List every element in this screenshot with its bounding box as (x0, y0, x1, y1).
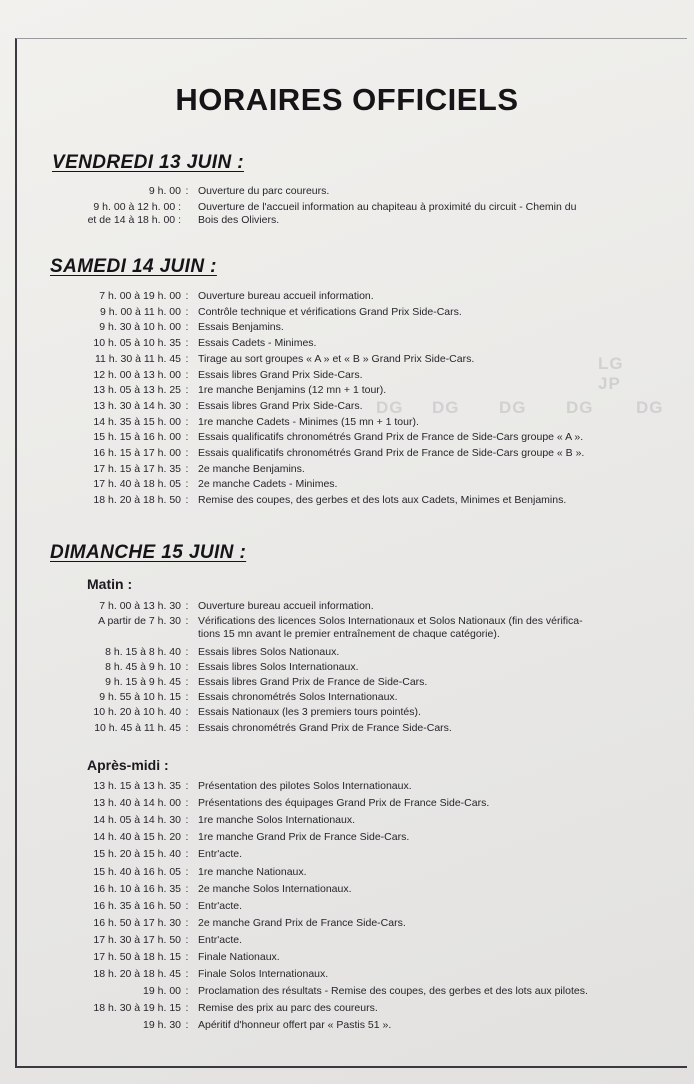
separator-colon: : (185, 615, 189, 628)
separator-colon: : (185, 797, 189, 810)
schedule-row (46, 676, 686, 690)
schedule-row (46, 416, 686, 430)
separator-colon: : (185, 1019, 189, 1032)
schedule-row (46, 600, 686, 614)
schedule-description: Tirage au sort groupes « A » et « B » Grand Prix Side-Cars. (198, 352, 475, 365)
separator-colon: : (185, 721, 189, 734)
schedule-row (46, 1002, 686, 1016)
schedule-time: 10 h. 20 à 10 h. 40 (93, 706, 181, 719)
schedule-row (46, 478, 686, 492)
separator-colon: : (185, 447, 189, 459)
watermark-text: DG (636, 398, 664, 417)
schedule-description: Ouverture bureau accueil information. (198, 290, 374, 302)
separator-colon: : (185, 478, 189, 491)
watermark-text: DG (376, 398, 404, 417)
schedule-time: 16 h. 50 à 17 h. 30 (93, 916, 181, 929)
schedule-time: 14 h. 40 à 15 h. 20 (93, 831, 181, 844)
schedule-row (46, 900, 686, 914)
schedule-description: 2e manche Benjamins. (198, 462, 305, 475)
schedule-description: Contrôle technique et vérifications Grand Prix Side-Cars. (198, 305, 462, 318)
separator-colon: : (185, 933, 189, 946)
separator-colon: : (185, 660, 189, 673)
schedule-time: 17 h. 50 à 18 h. 15 (93, 951, 181, 963)
schedule-time: 9 h. 55 à 10 h. 15 (99, 691, 181, 704)
schedule-row (46, 866, 686, 880)
schedule-time: 16 h. 10 à 16 h. 35 (93, 882, 181, 895)
schedule-description: Essais Cadets - Minimes. (198, 337, 317, 350)
schedule-description: Vérifications des licences Solos Internationaux et Solos Nationaux (fin des vérifica- tions 15 mn avant le premier entraînement de chaque catégorie). (198, 615, 583, 641)
schedule-time: 13 h. 15 à 13 h. 35 (93, 780, 181, 792)
schedule-description: Ouverture du parc coureurs. (198, 185, 330, 197)
schedule-row (46, 646, 686, 660)
schedule-description: Remise des coupes, des gerbes et des lots aux Cadets, Minimes et Benjamins. (198, 494, 567, 507)
schedule-time: 13 h. 30 à 14 h. 30 (93, 399, 181, 412)
schedule-time: 18 h. 30 à 19 h. 15 (93, 1002, 181, 1015)
schedule-row (46, 951, 686, 965)
schedule-description: Apéritif d'honneur offert par « Pastis 51 ». (198, 1019, 392, 1032)
schedule-row (46, 1019, 686, 1033)
schedule-description: 2e manche Solos Internationaux. (198, 882, 352, 895)
schedule-description: 2e manche Cadets - Minimes. (198, 478, 338, 491)
schedule-time: 9 h. 15 à 9 h. 45 (105, 676, 181, 688)
schedule-time: 10 h. 45 à 11 h. 45 (94, 721, 181, 734)
schedule-row (46, 615, 686, 642)
schedule-row (46, 353, 686, 367)
schedule-row (46, 431, 686, 445)
schedule-description: Essais libres Grand Prix Side-Cars. (198, 399, 363, 412)
schedule-row (46, 780, 686, 794)
separator-colon: : (185, 985, 189, 998)
page-title: HORAIRES OFFICIELS (175, 82, 519, 117)
schedule-description: Essais libres Grand Prix de France de Side-Cars. (198, 676, 428, 688)
schedule-row (46, 848, 686, 862)
schedule-row (46, 463, 686, 477)
schedule-row (46, 968, 686, 982)
schedule-description: Essais Nationaux (les 3 premiers tours pointés). (198, 706, 421, 719)
watermark-text: DG (499, 398, 527, 417)
schedule-time: 15 h. 15 à 16 h. 00 (93, 431, 181, 444)
schedule-description: Entr'acte. (198, 899, 243, 912)
schedule-row (46, 185, 686, 199)
separator-colon: : (185, 848, 189, 861)
schedule-description: Finale Nationaux. (198, 951, 280, 963)
schedule-time: 9 h. 30 à 10 h. 00 (99, 321, 181, 334)
schedule-description: Entr'acte. (198, 848, 243, 861)
separator-colon: : (185, 399, 189, 412)
separator-colon: : (185, 600, 189, 612)
separator-colon: : (185, 415, 189, 428)
schedule-description: 1re manche Solos Internationaux. (198, 814, 356, 827)
separator-colon: : (185, 780, 189, 792)
schedule-row (46, 706, 686, 720)
schedule-time: 10 h. 05 à 10 h. 35 (93, 337, 181, 350)
separator-colon: : (185, 882, 189, 895)
schedule-description: Essais libres Solos Nationaux. (198, 645, 340, 658)
watermark-text: DG (566, 398, 594, 417)
schedule-time: 19 h. 00 (143, 985, 181, 998)
section-heading-morning: Matin : (87, 576, 133, 592)
separator-colon: : (185, 352, 189, 365)
schedule-time: 7 h. 00 à 19 h. 00 (99, 290, 181, 302)
schedule-time: 15 h. 40 à 16 h. 05 (93, 865, 181, 878)
schedule-time: 16 h. 15 à 17 h. 00 (93, 447, 181, 459)
separator-colon: : (185, 384, 189, 397)
separator-colon: : (185, 645, 189, 658)
schedule-description: Finale Solos Internationaux. (198, 968, 329, 981)
watermark-text: DG (432, 398, 460, 417)
schedule-row (46, 934, 686, 948)
schedule-description: Présentation des pilotes Solos Internationaux. (198, 780, 412, 792)
schedule-description: Ouverture bureau accueil information. (198, 600, 374, 612)
schedule-row (46, 691, 686, 705)
separator-colon: : (185, 968, 189, 981)
separator-colon: : (185, 321, 189, 334)
schedule-row (46, 369, 686, 383)
separator-colon: : (185, 831, 189, 844)
separator-colon: : (185, 462, 189, 475)
separator-colon: : (185, 185, 189, 197)
schedule-row (46, 384, 686, 398)
separator-colon: : (185, 368, 189, 381)
schedule-time: 17 h. 15 à 17 h. 35 (93, 462, 181, 475)
schedule-description: Essais libres Solos Internationaux. (198, 660, 359, 673)
schedule-time: 13 h. 40 à 14 h. 00 (93, 797, 181, 810)
schedule-row (46, 290, 686, 304)
separator-colon: : (185, 1002, 189, 1015)
schedule-row (46, 831, 686, 845)
schedule-description: Essais Benjamins. (198, 321, 284, 334)
schedule-time: 18 h. 20 à 18 h. 50 (93, 494, 181, 507)
schedule-row (46, 447, 686, 461)
separator-colon: : (185, 951, 189, 963)
day-heading-saturday: SAMEDI 14 JUIN : (50, 256, 217, 277)
schedule-time: 18 h. 20 à 18 h. 45 (93, 968, 181, 981)
separator-colon: : (185, 899, 189, 912)
schedule-row (46, 321, 686, 335)
watermark-text: LG (598, 354, 624, 373)
separator-colon: : (185, 706, 189, 719)
schedule-time: 19 h. 30 (143, 1019, 181, 1032)
schedule-description: 1re manche Cadets - Minimes (15 mn + 1 tour). (198, 415, 419, 428)
schedule-time: 17 h. 30 à 17 h. 50 (93, 933, 181, 946)
schedule-time: 7 h. 00 à 13 h. 30 (99, 600, 181, 612)
schedule-row (46, 201, 686, 228)
schedule-description: Essais qualificatifs chronométrés Grand Prix de France de Side-Cars groupe « A ». (198, 431, 584, 444)
schedule-time: 11 h. 30 à 11 h. 45 (94, 352, 181, 365)
schedule-time: 16 h. 35 à 16 h. 50 (93, 899, 181, 912)
day-heading-friday: VENDREDI 13 JUIN : (52, 152, 244, 173)
separator-colon: : (185, 916, 189, 929)
schedule-time: 12 h. 00 à 13 h. 00 (93, 368, 181, 381)
separator-colon: : (185, 337, 189, 350)
separator-colon: : (185, 691, 189, 704)
watermark-text: JP (598, 374, 621, 393)
schedule-time: 14 h. 35 à 15 h. 00 (93, 415, 181, 428)
schedule-description: Présentations des équipages Grand Prix de France Side-Cars. (198, 797, 490, 810)
schedule-row (46, 917, 686, 931)
schedule-time: 17 h. 40 à 18 h. 05 (93, 478, 181, 491)
schedule-description: Essais chronométrés Grand Prix de France Side-Cars. (198, 721, 452, 734)
schedule-description: Essais libres Grand Prix Side-Cars. (198, 368, 363, 381)
separator-colon: : (185, 290, 189, 302)
schedule-time: 13 h. 05 à 13 h. 25 (93, 384, 181, 397)
schedule-description: Ouverture de l'accueil information au chapiteau à proximité du circuit - Chemin du Bois des Oliviers. (198, 201, 577, 226)
schedule-time: 8 h. 45 à 9 h. 10 (105, 660, 181, 673)
schedule-time: 14 h. 05 à 14 h. 30 (93, 814, 181, 827)
separator-colon: : (185, 676, 189, 688)
separator-colon: : (185, 431, 189, 444)
day-heading-sunday: DIMANCHE 15 JUIN : (50, 542, 247, 563)
schedule-row (46, 661, 686, 675)
schedule-row (46, 722, 686, 736)
schedule-description: 1re manche Grand Prix de France Side-Cars. (198, 831, 410, 844)
schedule-description: 2e manche Grand Prix de France Side-Cars. (198, 916, 406, 929)
separator-colon: : (185, 814, 189, 827)
schedule-time: 15 h. 20 à 15 h. 40 (93, 848, 181, 861)
separator-colon: : (185, 305, 189, 318)
schedule-time: 9 h. 00 à 12 h. 00 : et de 14 à 18 h. 00 : (87, 201, 181, 226)
section-heading-afternoon: Après-midi : (87, 757, 169, 773)
schedule-description: Remise des prix au parc des coureurs. (198, 1002, 378, 1015)
schedule-row (46, 400, 686, 414)
schedule-row (46, 494, 686, 508)
schedule-row (46, 883, 686, 897)
separator-colon: : (185, 865, 189, 878)
schedule-description: Essais chronométrés Solos Internationaux. (198, 691, 398, 704)
schedule-description: 1re manche Nationaux. (198, 865, 307, 878)
schedule-row (46, 985, 686, 999)
schedule-description: Proclamation des résultats - Remise des coupes, des gerbes et des lots aux pilotes. (198, 985, 588, 998)
schedule-description: 1re manche Benjamins (12 mn + 1 tour). (198, 384, 387, 397)
schedule-time: 8 h. 15 à 8 h. 40 (105, 645, 181, 658)
separator-colon: : (185, 494, 189, 507)
schedule-row (46, 814, 686, 828)
schedule-time: 9 h. 00 à 11 h. 00 (100, 305, 181, 318)
schedule-row (46, 337, 686, 351)
schedule-row (46, 306, 686, 320)
schedule-row (46, 797, 686, 811)
schedule-description: Entr'acte. (198, 933, 243, 946)
schedule-time: 9 h. 00 (148, 185, 181, 197)
schedule-description: Essais qualificatifs chronométrés Grand Prix de France de Side-Cars groupe « B ». (198, 447, 585, 459)
schedule-time: A partir de 7 h. 30 (98, 615, 181, 628)
